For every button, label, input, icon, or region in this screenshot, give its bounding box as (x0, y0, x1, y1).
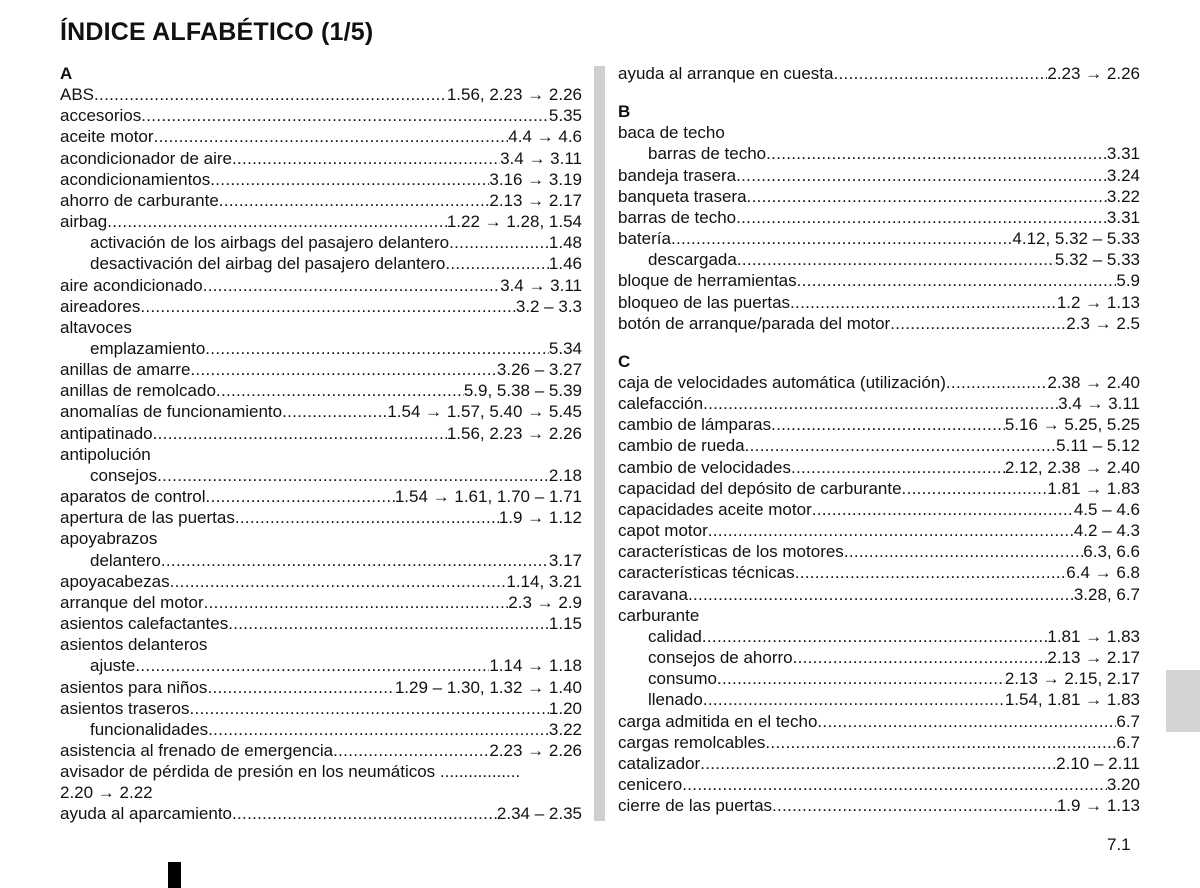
entry-pages: 1.54, 1.81 → 1.83 (1004, 690, 1140, 710)
entry-term: ahorro de carburante (60, 190, 219, 210)
index-entry (60, 444, 582, 465)
index-entry (618, 711, 1140, 732)
dot-leader (135, 655, 489, 676)
entry-term: consumo (648, 669, 717, 689)
entry-term: activación de los airbags del pasajero delantero (90, 233, 450, 253)
entry-term: descargada (648, 250, 737, 270)
entry-pages: 1.14, 3.21 (506, 571, 582, 591)
dot-leader (170, 571, 507, 592)
section-spacer (618, 334, 1140, 351)
index-entry (60, 423, 582, 444)
entry-term: carga admitida en el techo (618, 711, 818, 731)
dot-leader (161, 550, 549, 571)
section-letter: A (60, 64, 73, 83)
crop-mark (168, 862, 181, 888)
entry-term: baca de techo (618, 123, 725, 143)
entry-term: ajuste (90, 656, 136, 676)
entry-pages: 2.23 → 2.26 (1047, 64, 1140, 83)
dot-leader (189, 698, 548, 719)
dot-leader (210, 169, 489, 190)
entry-pages: 2.3 → 2.5 (1066, 313, 1140, 333)
entry-term: bandeja trasera (618, 165, 737, 185)
dot-leader (445, 253, 549, 274)
dot-leader (946, 372, 1047, 393)
entry-term: consejos de ahorro (648, 648, 793, 668)
entry-pages: 3.17 (548, 550, 582, 570)
index-subentry (618, 647, 1140, 668)
index-column-right (618, 63, 1140, 816)
entry-term: llenado (648, 690, 703, 710)
index-entry (60, 84, 582, 105)
entry-term: capot motor (618, 521, 708, 541)
entry-term: delantero (90, 550, 161, 570)
index-entry (60, 190, 582, 211)
entry-term: calefacción (618, 394, 704, 414)
entry-pages: 3.22 (548, 719, 582, 739)
entry-term: calidad (648, 626, 702, 646)
entry-pages: 3.4 → 3.11 (1058, 394, 1140, 414)
dot-leader (736, 207, 1107, 228)
index-entry (60, 359, 582, 380)
entry-pages: 5.35 (548, 106, 582, 126)
dot-leader (216, 380, 464, 401)
dot-leader (688, 584, 1074, 605)
index-entry (60, 148, 582, 169)
index-entry (60, 169, 582, 190)
index-column-left (60, 63, 582, 825)
index-entry (618, 63, 1140, 84)
dot-leader (795, 562, 1067, 583)
index-subentry (60, 719, 582, 740)
index-entry (618, 562, 1140, 583)
entry-pages: 6.4 → 6.8 (1066, 563, 1140, 583)
entry-pages: 1.54 → 1.61, 1.70 – 1.71 (394, 487, 582, 507)
entry-pages: 3.31 (1106, 207, 1140, 227)
index-entry (618, 186, 1140, 207)
entry-term: batería (618, 229, 671, 249)
dot-leader (790, 292, 1057, 313)
index-entry (618, 165, 1140, 186)
dot-leader (702, 626, 1048, 647)
entry-pages: 1.14 → 1.18 (489, 656, 582, 676)
entry-pages: 2.12, 2.38 → 2.40 (1004, 457, 1140, 477)
entry-pages: 4.12, 5.32 – 5.33 (1012, 229, 1140, 249)
entry-term: aparatos de control (60, 487, 206, 507)
index-entry (618, 753, 1140, 774)
dot-leader (235, 507, 499, 528)
dot-leader (204, 592, 509, 613)
index-entry (60, 634, 582, 655)
dot-leader (333, 740, 489, 761)
dot-leader (793, 647, 1048, 668)
entry-pages: 5.32 – 5.33 (1054, 250, 1140, 270)
column-divider (594, 66, 605, 821)
entry-term: características de los motores (618, 542, 844, 562)
entry-pages: 1.2 → 1.13 (1056, 292, 1140, 312)
entry-pages: 3.4 → 3.11 (500, 148, 582, 168)
entry-pages: 3.31 (1106, 144, 1140, 164)
index-entry (618, 313, 1140, 334)
entry-pages: 1.81 → 1.83 (1047, 626, 1140, 646)
dot-leader (190, 359, 497, 380)
dot-leader (206, 486, 395, 507)
entry-pages: 5.34 (548, 339, 582, 359)
entry-term: avisador de pérdida de presión en los neumáticos ................. (60, 762, 521, 782)
index-subentry (618, 143, 1140, 164)
entry-term: desactivación del airbag del pasajero delantero (90, 254, 446, 274)
entry-pages: 1.48 (548, 233, 582, 253)
entry-pages: 3.2 – 3.3 (515, 296, 582, 316)
dot-leader (671, 228, 1012, 249)
index-entry (618, 393, 1140, 414)
index-entry (618, 270, 1140, 291)
entry-term: banqueta trasera (618, 186, 747, 206)
entry-pages: 1.22 → 1.28, 1.54 (446, 212, 582, 232)
dot-leader (772, 795, 1057, 816)
dot-leader (141, 105, 549, 126)
entry-term: funcionalidades (90, 719, 209, 739)
index-subentry (618, 249, 1140, 270)
dot-leader (737, 249, 1055, 270)
entry-pages: 3.4 → 3.11 (500, 275, 582, 295)
index-entry (618, 228, 1140, 249)
entry-term: bloqueo de las puertas (618, 292, 791, 312)
dot-leader (449, 232, 549, 253)
entry-term: bloque de herramientas (618, 271, 797, 291)
entry-term: asientos calefactantes (60, 614, 229, 634)
entry-term: ayuda al arranque en cuesta (618, 64, 834, 83)
index-entry (60, 507, 582, 528)
entry-term: apoyacabezas (60, 571, 170, 591)
index-entry (618, 414, 1140, 435)
entry-term: asistencia al frenado de emergencia (60, 740, 334, 760)
entry-term: cargas remolcables (618, 732, 766, 752)
entry-term: cambio de rueda (618, 436, 745, 456)
entry-pages: 1.81 → 1.83 (1047, 478, 1140, 498)
index-entry (618, 774, 1140, 795)
entry-term: antipatinado (60, 423, 153, 443)
entry-pages: 2.13 → 2.17 (1047, 648, 1140, 668)
index-entry (618, 292, 1140, 313)
entry-term: altavoces (60, 317, 132, 337)
dot-leader (745, 435, 1057, 456)
entry-pages: 1.56, 2.23 → 2.26 (446, 423, 582, 443)
entry-term: asientos traseros (60, 698, 190, 718)
dot-leader (844, 541, 1083, 562)
entry-pages: 3.26 – 3.27 (496, 360, 582, 380)
dot-leader (282, 401, 387, 422)
entry-term: capacidades aceite motor (618, 499, 812, 519)
dot-leader (747, 186, 1107, 207)
dot-leader (902, 478, 1048, 499)
entry-pages: 1.15 (548, 614, 582, 634)
entry-pages: 1.9 → 1.13 (1056, 796, 1140, 816)
entry-pages: 4.5 – 4.6 (1073, 499, 1140, 519)
index-entry (618, 478, 1140, 499)
index-entry (618, 435, 1140, 456)
entry-pages: 2.23 → 2.26 (489, 740, 582, 760)
entry-term: arranque del motor (60, 592, 204, 612)
dot-leader (736, 165, 1107, 186)
index-entry (60, 571, 582, 592)
index-entry (60, 296, 582, 317)
section-spacer (618, 84, 1140, 101)
entry-term: emplazamiento (90, 339, 206, 359)
dot-leader (812, 499, 1074, 520)
entry-term: antipolución (60, 444, 151, 464)
entry-pages: 2.18 (548, 465, 582, 485)
dot-leader (228, 613, 549, 634)
dot-leader (708, 520, 1074, 541)
entry-pages: 6.3, 6.6 (1083, 542, 1140, 562)
dot-leader (203, 275, 500, 296)
entry-pages: 1.46 (548, 254, 582, 274)
dot-leader (682, 774, 1107, 795)
entry-pages: 5.16 → 5.25, 5.25 (1004, 415, 1140, 435)
entry-term: airbag (60, 212, 108, 232)
entry-pages: 3.28, 6.7 (1073, 584, 1140, 604)
index-entry (618, 605, 1140, 626)
entry-term: consejos (90, 465, 158, 485)
index-subentry (618, 626, 1140, 647)
entry-term: botón de arranque/parada del motor (618, 313, 891, 333)
dot-leader (107, 211, 447, 232)
dot-leader (791, 457, 1005, 478)
index-entry (618, 457, 1140, 478)
index-entry (60, 317, 582, 338)
chapter-tab (1166, 670, 1200, 732)
entry-pages: 1.54 → 1.57, 5.40 → 5.45 (387, 402, 582, 422)
index-entry (618, 584, 1140, 605)
section-letter: B (618, 102, 631, 122)
entry-pages: 5.9, 5.38 – 5.39 (463, 381, 582, 401)
section-letter: C (618, 351, 631, 371)
entry-pages: 3.24 (1106, 165, 1140, 185)
index-subentry (60, 655, 582, 676)
entry-pages: 4.4 → 4.6 (508, 127, 582, 147)
entry-term: aireadores (60, 296, 141, 316)
index-entry (618, 499, 1140, 520)
entry-term: asientos para niños (60, 677, 208, 697)
index-entry (60, 677, 582, 698)
dot-leader (817, 711, 1116, 732)
entry-pages: 4.2 – 4.3 (1073, 521, 1140, 541)
dot-leader (208, 719, 549, 740)
entry-pages: 2.3 → 2.9 (508, 592, 582, 612)
entry-term: 2.20 → 2.22 (60, 783, 153, 803)
index-entry (618, 732, 1140, 753)
index-subentry (60, 338, 582, 359)
index-subentry (60, 550, 582, 571)
entry-pages: 3.16 → 3.19 (489, 169, 582, 189)
entry-pages: 2.13 → 2.17 (489, 190, 582, 210)
entry-term: asientos delanteros (60, 635, 208, 655)
dot-leader (890, 313, 1066, 334)
index-subentry (60, 465, 582, 486)
page-title: ÍNDICE ALFABÉTICO (1/5) (60, 18, 374, 46)
index-entry (618, 122, 1140, 143)
entry-term: caravana (618, 584, 688, 604)
dot-leader (703, 689, 1005, 710)
dot-leader (157, 465, 549, 486)
dot-leader (232, 148, 500, 169)
entry-term: anillas de remolcado (60, 381, 216, 401)
entry-term: aceite motor (60, 127, 154, 147)
index-entry (60, 761, 582, 782)
index-entry (60, 401, 582, 422)
dot-leader (140, 296, 516, 317)
entry-term: apoyabrazos (60, 529, 158, 549)
index-entry (618, 520, 1140, 541)
entry-pages: 2.10 – 2.11 (1056, 753, 1140, 773)
dot-leader (94, 84, 447, 105)
index-entry (60, 105, 582, 126)
entry-term: cenicero (618, 774, 683, 794)
dot-leader (771, 414, 1005, 435)
entry-term: accesorios (60, 106, 142, 126)
entry-term: cierre de las puertas (618, 796, 773, 816)
entry-term: acondicionador de aire (60, 148, 233, 168)
entry-term: cambio de lámparas (618, 415, 772, 435)
index-subentry (618, 668, 1140, 689)
entry-pages: 1.56, 2.23 → 2.26 (446, 85, 582, 105)
dot-leader (700, 753, 1056, 774)
index-entry (60, 211, 582, 232)
entry-term: caja de velocidades automática (utilización) (618, 373, 946, 392)
entry-term: anomalías de funcionamiento (60, 402, 283, 422)
index-entry (60, 698, 582, 719)
entry-term: capacidad del depósito de carburante (618, 478, 902, 498)
dot-leader (207, 677, 394, 698)
entry-pages: 5.11 – 5.12 (1056, 436, 1140, 456)
entry-term: carburante (618, 605, 700, 625)
dot-leader (703, 393, 1058, 414)
dot-leader (717, 668, 1005, 689)
entry-term: ayuda al aparcamiento (60, 804, 233, 824)
dot-leader (154, 126, 509, 147)
index-entry (60, 126, 582, 147)
dot-leader (205, 338, 549, 359)
entry-term: anillas de amarre (60, 360, 191, 380)
dot-leader (766, 143, 1107, 164)
index-entry (60, 782, 582, 803)
dot-leader (153, 423, 447, 444)
index-entry (60, 528, 582, 549)
entry-term: barras de techo (648, 144, 767, 164)
entry-pages: 5.9 (1116, 271, 1140, 291)
entry-pages: 1.29 – 1.30, 1.32 → 1.40 (394, 677, 582, 697)
entry-term: apertura de las puertas (60, 508, 235, 528)
dot-leader (219, 190, 490, 211)
index-entry (60, 486, 582, 507)
entry-pages: 1.9 → 1.12 (498, 508, 582, 528)
index-entry (618, 541, 1140, 562)
entry-term: características técnicas (618, 563, 795, 583)
index-entry (60, 275, 582, 296)
dot-leader (834, 63, 1048, 84)
entry-term: barras de techo (618, 207, 737, 227)
index-subentry (618, 689, 1140, 710)
dot-leader (232, 803, 497, 824)
entry-pages: 6.7 (1116, 732, 1140, 752)
entry-term: aire acondicionado (60, 275, 203, 295)
entry-pages: 2.34 – 2.35 (496, 804, 582, 824)
index-entry (618, 795, 1140, 816)
dot-leader (797, 270, 1117, 291)
entry-term: acondicionamientos (60, 169, 211, 189)
index-subentry (60, 253, 582, 274)
index-entry (60, 803, 582, 824)
entry-term: ABS (60, 85, 95, 105)
entry-term: cambio de velocidades (618, 457, 791, 477)
index-entry (60, 613, 582, 634)
entry-pages: 2.13 → 2.15, 2.17 (1004, 669, 1140, 689)
entry-pages: 3.20 (1106, 774, 1140, 794)
index-entry (60, 592, 582, 613)
entry-term: catalizador (618, 753, 701, 773)
index-entry (618, 372, 1140, 393)
entry-pages: 2.38 → 2.40 (1047, 373, 1140, 392)
index-subentry (60, 232, 582, 253)
page-number: 7.1 (1107, 835, 1131, 854)
entry-pages: 3.22 (1106, 186, 1140, 206)
entry-pages: 6.7 (1116, 711, 1140, 731)
index-entry (618, 207, 1140, 228)
dot-leader (765, 732, 1116, 753)
index-entry (60, 380, 582, 401)
entry-pages: 1.20 (548, 698, 582, 718)
index-entry (60, 740, 582, 761)
